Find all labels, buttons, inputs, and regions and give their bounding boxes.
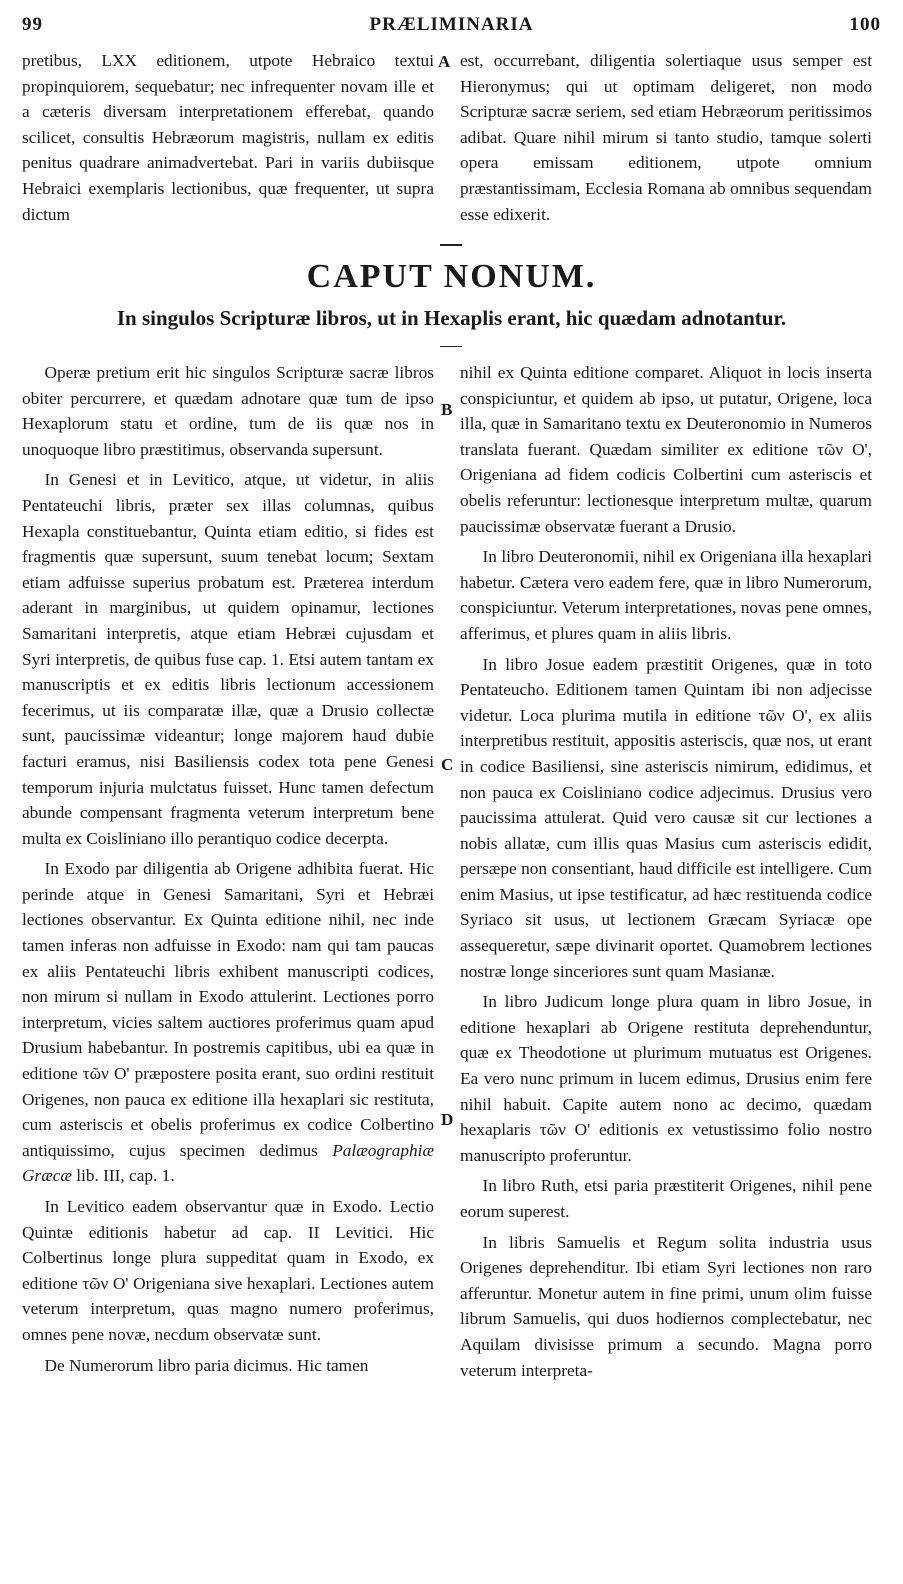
right-page-number: 100 bbox=[849, 14, 881, 35]
left-column-top bbox=[22, 48, 434, 228]
paragraph: In libro Josue eadem præstitit Origenes, quæ in toto Pentateucho. Editionem tamen Quintam ibi non adjecisse videtur. Loca plurima mutila in editione τῶν Ο', ex aliis interpretibus restituit, appositis asteriscis, quæ nos, ut erant in codice Basiliensi, sine asteriscis nimirum, edidimus, et non pauca ex Coisliniano codice adjecimus. Drusius vero paucissima attulerat. Quid vero causæ sit cur lectiones a nobis allatæ, cum illis quas Masius cum asteriscis edidit, persæpe non consentiant, haud difficile est intelligere. Cum enim Masius, ut ipse testificatur, ad hæc restituenda codice Syriaco sit usus, ut lectionem Græcam Syriacæ ope assequeretur, sæpe divinarit oportet. Quamobrem lectiones nostræ longe sinceriores sunt quam Masianæ. bbox=[460, 654, 872, 981]
chapter-subtitle: In singulos Scripturæ libros, ut in Hexaplis erant, hic quædam adnotantur. bbox=[116, 306, 787, 330]
paragraph-text: In Exodo par diligentia ab Origene adhibita fuerat. Hic perinde atque in Genesi Samaritani, Syri et Hebræi lectiones observantur. Ex Quinta editione nihil, nec inde tamen inferas non adfuisse in Exodo: nam qui tam paucas ex aliis Pentateuchi libris exhibent manuscripti codices, non mirum si nullam in Exodo attulerint. Lectiones porro interpretum, vicies saltem auctiores proferimus quam apud Drusium habebantur. In postremis capitibus, ubi ea quæ in editione τῶν Ο' præpostere posita erant, suo ordini restituit Origenes, non pauca ex editione illa hexaplari sic restituta, cum asteriscis et obelis proferimus ex codice Colbertino antiquissimo, cujus specimen dedimus bbox=[22, 859, 434, 1160]
paragraph: pretibus, LXX editionem, utpote Hebraico textui propinquiorem, sequebatur; nec infrequenter novam ille et a cæteris diversam interpretationem efferebat, quando scilicet, consultis Hebræorum magistris, nullam ex editis penitus quadrare animadvertebat. Pari in variis dubiisque Hebraici exemplaris lectionibus, quæ frequenter, ut supra dictum bbox=[22, 51, 434, 224]
right-column bbox=[460, 360, 872, 1560]
paragraph: Operæ pretium erit hic singulos Scripturæ sacræ libros obiter percurrere, et quædam adnotare quæ tum de ipso Hexaplorum statu et ordine, tum de iis quæ nos in unoquoque libro præstitimus, observanda supersunt. bbox=[22, 363, 434, 459]
paragraph: In Genesi et in Levitico, atque, ut videtur, in aliis Pentateuchi libris, præter sex illas columnas, quibus Hexapla constituebantur, Quinta etiam editio, si fides est fragmentis quæ supersunt, suum tenebat locum; Sextam etiam adfuisse superius probatum est. Præterea interdum aderant in marginibus, ut quidem opinamur, lectiones Samaritani interpretis, atque etiam Hebræi cujusdam et Syri interpretis, de quibus fuse cap. 1. Etsi autem tantam ex manuscriptis et ex editis libris lectionum accessionem fecerimus, ut iis comparatæ illæ, quæ a Drusio collectæ sunt, paucissimæ videantur; longe majorem haud dubie facturi eramus, nisi Basiliensis codex tota pene Genesi temporum injuria mulctatus fuisset. Hunc tamen defectum abunde compensant fragmenta veterum interpretum bene multa ex Coisliniano illo perantiquo codice decerpta. bbox=[22, 470, 434, 848]
left-page-number: 99 bbox=[22, 14, 43, 35]
section-marker-b: B bbox=[441, 400, 453, 419]
section-marker-c: C bbox=[441, 755, 454, 774]
right-column-top bbox=[460, 48, 872, 228]
divider-rule bbox=[440, 244, 462, 246]
paragraph: In Levitico eadem observantur quæ in Exodo. Lectio Quintæ editionis habetur ad cap. II Levitici. Hic Colbertinus longe plura suppeditat quam in Exodo, ex editione τῶν Ο' Origeniana sive hexaplari. Lectiones autem veterum interpretum, quas magno numero proferimus, omnes pene novæ, necdum observatæ sunt. bbox=[22, 1197, 434, 1344]
paragraph: De Numerorum libro paria dicimus. Hic tamen bbox=[44, 1355, 369, 1375]
paragraph: In libro Ruth, etsi paria præstiterit Origenes, nihil pene eorum superest. bbox=[460, 1176, 872, 1221]
running-title: PRÆLIMINARIA bbox=[369, 14, 534, 35]
paragraph-text: lib. III, cap. 1. bbox=[76, 1166, 175, 1186]
chapter-title: CAPUT NONUM. bbox=[306, 258, 597, 295]
paragraph: nihil ex Quinta editione comparet. Aliquot in locis inserta conspiciuntur, et quidem ab ipso, ut putatur, Origene, loca illa, quæ in Samaritano textu ex Deuteronomio in Numeros translata fuerant. Quædam similiter ex editione τῶν Ο', Origeniana ad fidem codicis Colbertini cum asteriscis et obelis referuntur: lectionesque interpretum multæ, quarum paucissimæ observatæ fuerant a Drusio. bbox=[460, 363, 872, 536]
section-marker-d: D bbox=[441, 1110, 454, 1129]
paragraph: In libris Samuelis et Regum solita industria usus Origenes deprehenditur. Ibi etiam Syri lectiones non raro afferuntur. Monetur autem in fine primi, unum olim fuisse librum Samuelis, qui duos hodiernos complectebatur, nec Aquilam divisisse primum a secundo. Magna porro veterum interpreta- bbox=[460, 1232, 872, 1380]
paragraph: In libro Deuteronomii, nihil ex Origeniana illa hexaplari habetur. Cætera vero eadem fere, quæ in libro Numerorum, conspiciuntur. Veterum interpretationes, novas pene omnes, afferimus, et plures quam in aliis libris. bbox=[460, 547, 872, 643]
divider-rule bbox=[440, 346, 462, 347]
running-header bbox=[22, 14, 881, 40]
left-column bbox=[22, 360, 434, 1560]
paragraph: In libro Judicum longe plura quam in libro Josue, in editione hexaplari ab Origene restituta deprehenduntur, quæ ex Theodotione ut plurimum mutuatus est Origenes. Ea vero nunc primum in lucem edimus, Drusius enim fere nihil habuit. Capite autem nono ac decimo, quædam hexaplaris τῶν Ο' editionis ex vetustissimo folio nostro manuscripto proferuntur. bbox=[460, 992, 872, 1165]
paragraph: est, occurrebant, diligentia solertiaque usus semper est Hieronymus; qui ut optimam deligeret, non modo Scripturæ sacræ seriem, sed etiam Hebræorum peritissimos adibat. Quare nihil mirum si tanto studio, tamque solerti opera emissam editionem, utpote omnium præstantissimam, Ecclesia Romana ab omnibus sequendam esse edixerit. bbox=[460, 51, 872, 224]
paragraph bbox=[22, 856, 434, 1189]
book-reference: Palæographiæ Græcæ bbox=[22, 1140, 434, 1186]
section-marker-a: A bbox=[438, 52, 451, 71]
